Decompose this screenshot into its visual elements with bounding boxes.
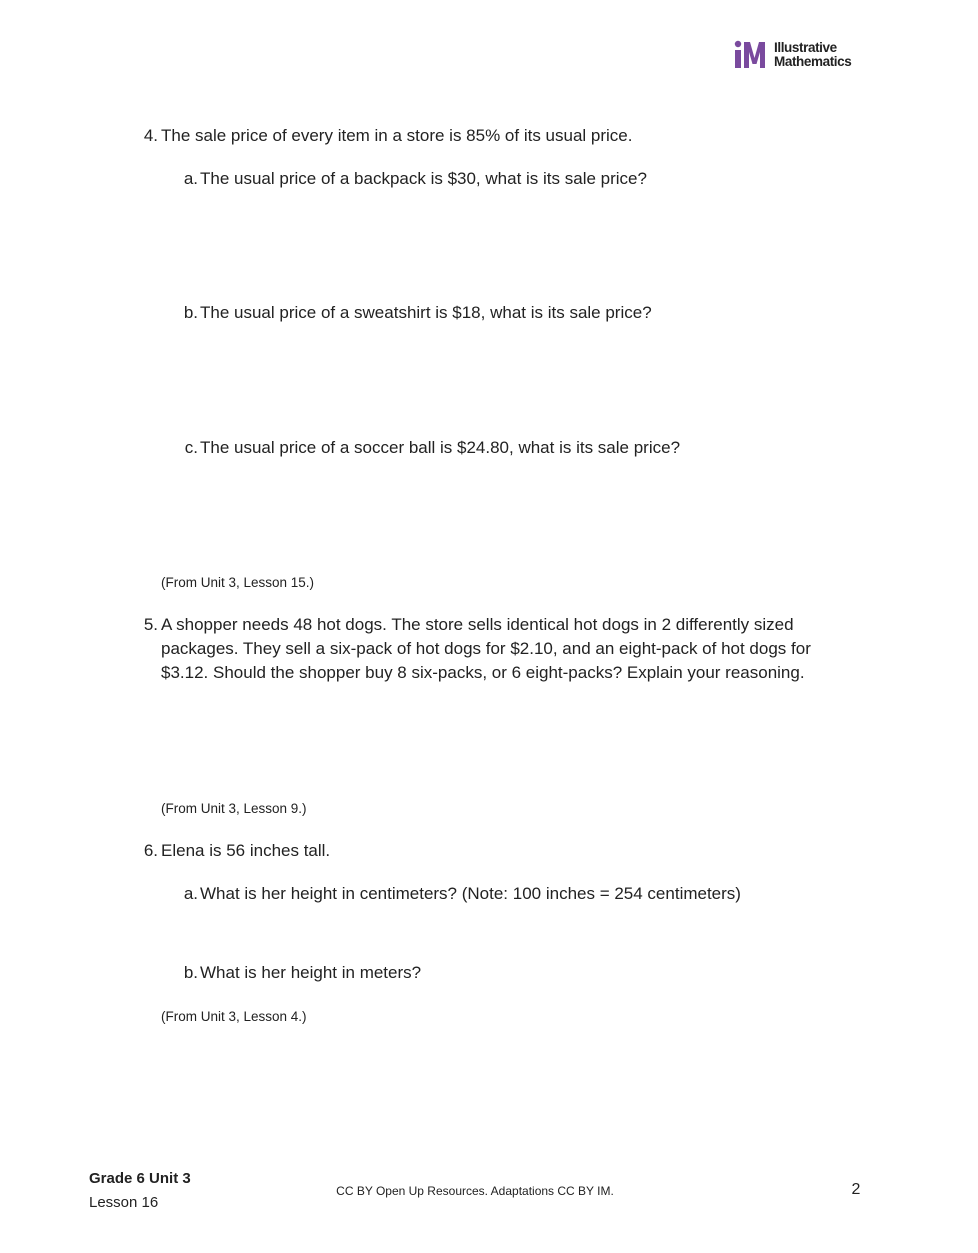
problem-text: The sale price of every item in a store is 85% of its usual price.	[161, 126, 633, 145]
problem-6-part-a	[180, 882, 741, 906]
problem-number: 5.	[143, 615, 158, 634]
problem-text	[161, 613, 811, 685]
part-text: The usual price of a soccer ball is $24.80, what is its sale price?	[200, 438, 681, 457]
footer-license: CC BY Open Up Resources. Adaptations CC BY IM.	[336, 1184, 614, 1198]
problem-text-line: packages. They sell a six-pack of hot dogs for $2.10, and an eight-pack of hot dogs for	[161, 639, 811, 658]
logo-line-2: Mathematics	[774, 54, 852, 69]
problem-6-source: (From Unit 3, Lesson 4.)	[161, 1009, 307, 1024]
part-letter: c.	[184, 438, 198, 457]
part-letter: b.	[183, 963, 198, 982]
footer-lesson: Lesson 16	[89, 1194, 159, 1211]
problem-4	[0, 124, 978, 148]
problem-5	[0, 613, 978, 685]
part-letter: a.	[183, 169, 198, 188]
problem-4-part-a	[180, 167, 647, 191]
problem-5-source: (From Unit 3, Lesson 9.)	[161, 801, 307, 816]
problem-6	[0, 839, 978, 863]
problem-number: 6.	[143, 841, 158, 860]
part-letter: a.	[183, 884, 198, 903]
problem-text-line: $3.12. Should the shopper buy 8 six-packs, or 6 eight-packs? Explain your reasoning.	[161, 663, 805, 682]
page-number: 2	[851, 1181, 861, 1198]
logo-wordmark	[774, 41, 851, 69]
problem-6-part-b	[180, 961, 421, 985]
part-text: The usual price of a backpack is $30, what is its sale price?	[200, 169, 647, 188]
problem-4-source: (From Unit 3, Lesson 15.)	[161, 575, 315, 590]
logo-line-1: Illustrative	[774, 40, 837, 55]
footer-grade: Grade 6 Unit 3	[89, 1170, 191, 1187]
part-letter: b.	[183, 303, 198, 322]
problem-text-line: A shopper needs 48 hot dogs. The store sells identical hot dogs in 2 differently sized	[161, 615, 794, 634]
problem-4-part-c	[180, 436, 680, 460]
illustrative-mathematics-logo	[734, 40, 851, 70]
part-text: What is her height in centimeters? (Note: 100 inches = 254 centimeters)	[200, 884, 741, 903]
problem-number: 4.	[143, 126, 158, 145]
problem-text: Elena is 56 inches tall.	[161, 841, 331, 860]
part-text: The usual price of a sweatshirt is $18, what is its sale price?	[200, 303, 652, 322]
problem-4-part-b	[180, 301, 652, 325]
im-logo-icon	[734, 40, 768, 70]
part-text: What is her height in meters?	[200, 963, 422, 982]
